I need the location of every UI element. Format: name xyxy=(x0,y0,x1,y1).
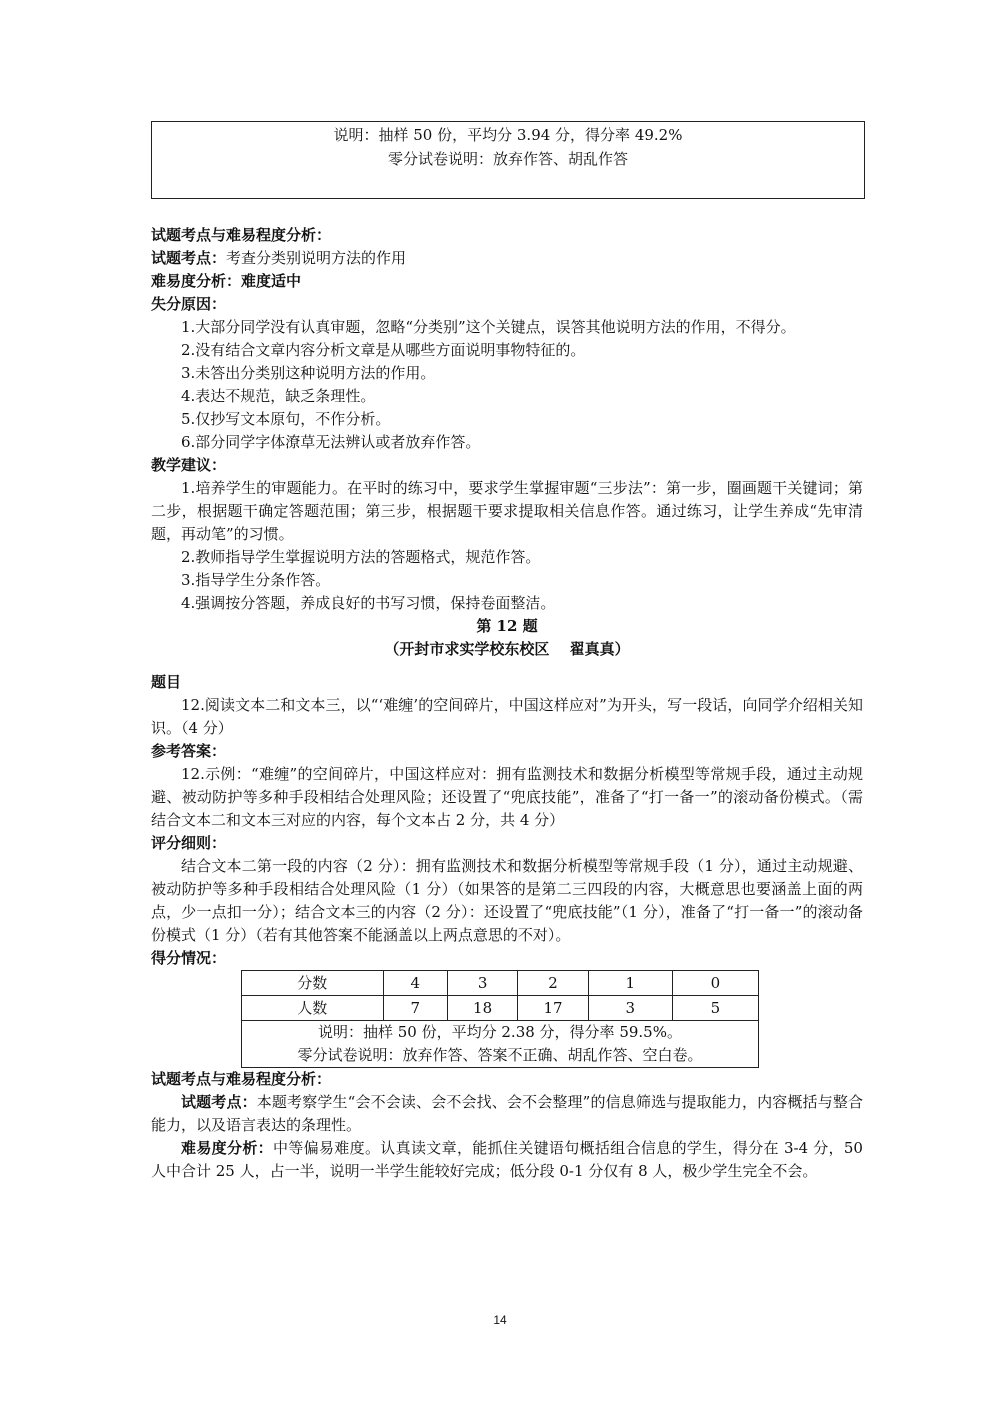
q12-question: 12.阅读文本二和文本三，以“‘难缠’的空间碎片，中国这样应对”为开头，写一段话，向同学介绍相关知识。（4 分） xyxy=(151,696,863,737)
q11-loss-item: 6.部分同学字体潦草无法辨认或者放弃作答。 xyxy=(181,433,481,451)
q11-loss-item: 2.没有结合文章内容分析文章是从哪些方面说明事物特征的。 xyxy=(181,341,586,359)
q11-test-point xyxy=(151,247,863,270)
count-cell: 7 xyxy=(383,996,447,1021)
score-note-line1: 说明：抽样 50 份，平均分 2.38 分，得分率 59.5%。 xyxy=(318,1023,682,1041)
q12-difficulty xyxy=(151,1137,863,1183)
score-cell: 2 xyxy=(518,971,588,996)
q12-analysis-heading: 试题考点与难易程度分析： xyxy=(151,1070,332,1088)
q12-score-table xyxy=(241,970,759,1068)
document-body xyxy=(151,224,863,1183)
score-cell: 0 xyxy=(672,971,758,996)
count-cell: 17 xyxy=(518,996,588,1021)
table-row xyxy=(242,996,759,1021)
q12-difficulty-label: 难易度分析： xyxy=(181,1139,273,1157)
q11-teaching-item: 1.培养学生的审题能力。在平时的练习中，要求学生掌握审题“三步法”：第一步，圈画题干关键词；第二步，根据题干确定答题范围；第三步，根据题干要求提取相关信息作答。通过练习，让学生养成“先审清题，再动笔”的习惯。 xyxy=(151,479,863,543)
q12-subtitle: （开封市求实学校东校区 翟真真） xyxy=(384,640,630,658)
q12-rubric-heading: 评分细则： xyxy=(151,834,227,852)
q11-teaching-heading: 教学建议： xyxy=(151,456,227,474)
table-row xyxy=(242,971,759,996)
q12-score-heading: 得分情况： xyxy=(151,949,227,967)
score-cell: 1 xyxy=(588,971,672,996)
q12-score-table-wrap xyxy=(241,970,759,1068)
q11-test-point-label: 试题考点： xyxy=(151,249,227,267)
q12-answer-heading: 参考答案： xyxy=(151,742,227,760)
count-row-label: 人数 xyxy=(242,996,384,1021)
q11-loss-item: 1.大部分同学没有认真审题，忽略“分类别”这个关键点，误答其他说明方法的作用，不得分。 xyxy=(181,318,796,336)
q12-test-point-text: 本题考察学生“会不会读、会不会找、会不会整理”的信息筛选与提取能力，内容概括与整合能力，以及语言表达的条理性。 xyxy=(151,1093,863,1134)
q12-title: 第 12 题 xyxy=(476,617,538,635)
q11-summary-line1: 说明：抽样 50 份，平均分 3.94 分，得分率 49.2% xyxy=(333,126,683,144)
q11-analysis-heading: 试题考点与难易程度分析： xyxy=(151,226,332,244)
score-note-line2: 零分试卷说明：放弃作答、答案不正确、胡乱作答、空白卷。 xyxy=(297,1046,703,1064)
q12-test-point-label: 试题考点： xyxy=(181,1093,257,1111)
count-cell: 3 xyxy=(588,996,672,1021)
q11-teaching-item: 2.教师指导学生掌握说明方法的答题格式，规范作答。 xyxy=(181,548,541,566)
q11-teaching-item: 3.指导学生分条作答。 xyxy=(181,571,331,589)
score-cell: 3 xyxy=(447,971,517,996)
count-cell: 5 xyxy=(672,996,758,1021)
q11-loss-heading: 失分原因： xyxy=(151,295,227,313)
q12-test-point xyxy=(151,1091,863,1137)
score-row-label: 分数 xyxy=(242,971,384,996)
q11-test-point-text: 考查分类别说明方法的作用 xyxy=(226,249,407,267)
q11-loss-item: 4.表达不规范，缺乏条理性。 xyxy=(181,387,376,405)
q12-rubric: 结合文本二第一段的内容（2 分）：拥有监测技术和数据分析模型等常规手段（1 分），通过主动规避、被动防护等多种手段相结合处理风险（1 分）（如果答的是第二三四段的内容，大概意思也要涵盖上面的两点，少一点扣一分）；结合文本三的内容（2 分）：还设置了“兜底技能”（1 分），准备了“打一备一”的滚动备份模式（1 分）（若有其他答案不能涵盖以上两点意思的不对）。 xyxy=(151,857,863,944)
q11-teaching-item: 4.强调按分答题，养成良好的书写习惯，保持卷面整洁。 xyxy=(181,594,556,612)
page-number: 14 xyxy=(493,1313,507,1327)
count-cell: 18 xyxy=(447,996,517,1021)
q12-answer: 12.示例：“难缠”的空间碎片，中国这样应对：拥有监测技术和数据分析模型等常规手段，通过主动规避、被动防护等多种手段相结合处理风险；还设置了“兜底技能”，准备了“打一备一”的滚动备份模式。（需结合文本二和文本三对应的内容，每个文本占 2 分，共 4 分） xyxy=(151,765,863,829)
table-row xyxy=(242,1021,759,1068)
q12-topic-heading: 题目 xyxy=(151,673,182,691)
q11-loss-item: 5.仅抄写文本原句，不作分析。 xyxy=(181,410,391,428)
q11-summary-box xyxy=(151,121,865,199)
q12-difficulty-text: 中等偏易难度。认真读文章，能抓住关键语句概括组合信息的学生，得分在 3-4 分，50 人中合计 25 人，占一半，说明一半学生能较好完成；低分段 0-1 分仅有 8 人，极少学生完全不会。 xyxy=(151,1139,863,1180)
q11-difficulty: 难易度分析：难度适中 xyxy=(151,272,302,290)
score-cell: 4 xyxy=(383,971,447,996)
q11-loss-item: 3.未答出分类别这种说明方法的作用。 xyxy=(181,364,436,382)
q11-summary-line2: 零分试卷说明：放弃作答、胡乱作答 xyxy=(387,150,628,168)
score-table-note xyxy=(242,1021,759,1068)
